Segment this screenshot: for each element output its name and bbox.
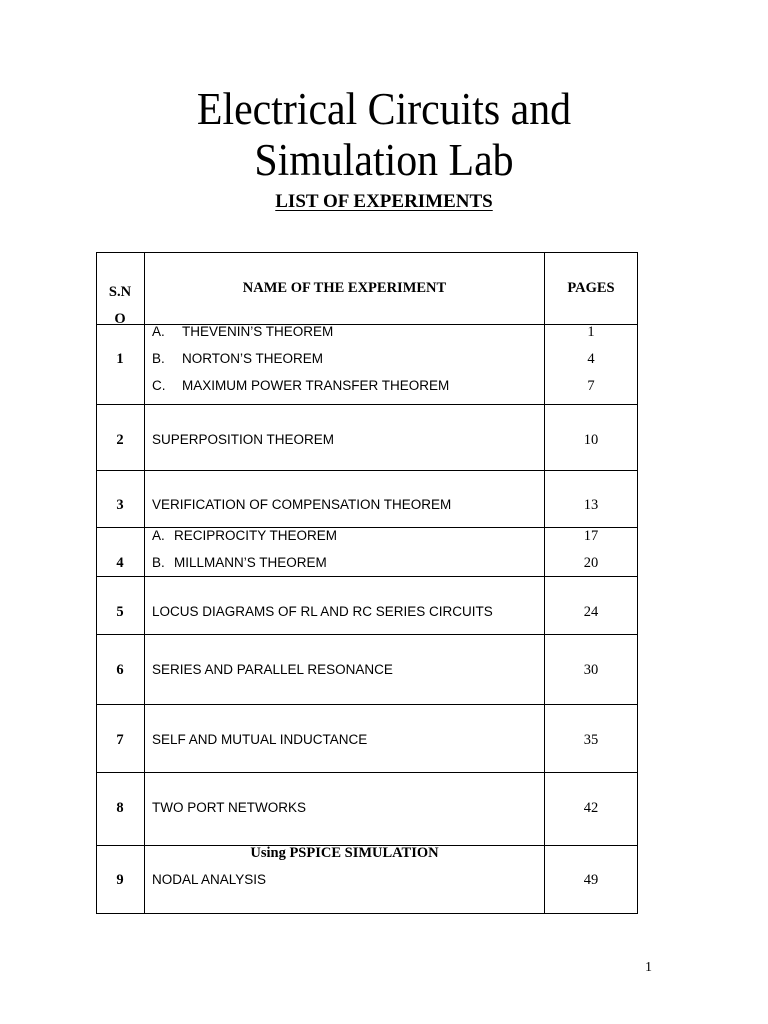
row-8-sno: 8: [116, 800, 124, 816]
row-3-sno: 3: [116, 497, 124, 513]
row-divider: [96, 772, 638, 773]
document-subtitle: [0, 190, 768, 214]
row-divider: [96, 404, 638, 405]
row-4-item-a: [152, 527, 337, 545]
row-1-sno: 1: [116, 351, 124, 367]
row-divider: [96, 470, 638, 471]
item-marker: A.: [152, 324, 165, 339]
row-2-name: SUPERPOSITION THEOREM: [152, 432, 335, 447]
row-7-page: 35: [583, 732, 599, 748]
row-5-name: LOCUS DIAGRAMS OF RL AND RC SERIES CIRCUITS: [152, 604, 493, 619]
row-6-name: SERIES AND PARALLEL RESONANCE: [152, 662, 393, 677]
header-pages: PAGES: [567, 280, 615, 296]
title-line-2: Simulation Lab: [254, 135, 514, 185]
row-2-sno: 2: [116, 432, 124, 448]
header-sno-line-2: O: [114, 311, 126, 327]
row-divider: [96, 576, 638, 577]
row-3-name: VERIFICATION OF COMPENSATION THEOREM: [152, 497, 452, 512]
item-text: NORTON’S THEOREM: [182, 351, 324, 366]
row-divider: [96, 634, 638, 635]
page-number: 1: [645, 960, 652, 975]
experiments-table: [96, 252, 638, 914]
column-divider-1: [144, 252, 145, 914]
table-border-bottom: [96, 913, 638, 914]
item-marker: C.: [152, 378, 166, 393]
header-experiment-name: NAME OF THE EXPERIMENT: [242, 280, 447, 296]
row-1-item-b: [152, 350, 323, 368]
table-border-right: [637, 252, 638, 914]
row-8-name: TWO PORT NETWORKS: [152, 800, 307, 815]
title-line-1: Electrical Circuits and: [196, 84, 572, 134]
subtitle-text: LIST OF EXPERIMENTS: [275, 191, 493, 212]
item-marker: A.: [152, 528, 165, 543]
row-4-page-b: 20: [583, 555, 599, 571]
row-9-sno: 9: [116, 872, 124, 888]
row-1-page-c: 7: [587, 378, 595, 394]
row-1-item-a: [152, 323, 333, 341]
item-marker: B.: [152, 555, 165, 570]
row-5-sno: 5: [116, 604, 124, 620]
row-1-page-b: 4: [587, 351, 595, 367]
table-border-top: [96, 252, 638, 253]
row-8-page: 42: [583, 800, 599, 816]
row-4-item-b: [152, 554, 327, 572]
item-text: THEVENIN’S THEOREM: [182, 324, 334, 339]
row-2-page: 10: [583, 432, 599, 448]
row-6-sno: 6: [116, 662, 124, 678]
row-1-item-c: [152, 377, 449, 395]
row-6-page: 30: [583, 662, 599, 678]
row-7-name: SELF AND MUTUAL INDUCTANCE: [152, 732, 368, 747]
row-4-page-a: 17: [583, 528, 599, 544]
header-sno: [96, 279, 144, 333]
row-7-sno: 7: [116, 732, 124, 748]
item-text: MAXIMUM POWER TRANSFER THEOREM: [182, 378, 450, 393]
row-1-page-a: 1: [587, 324, 595, 340]
row-5-page: 24: [583, 604, 599, 620]
item-text: RECIPROCITY THEOREM: [174, 528, 338, 543]
item-marker: B.: [152, 351, 165, 366]
row-3-page: 13: [583, 497, 599, 513]
row-divider: [96, 704, 638, 705]
document-title: [27, 84, 741, 186]
header-sno-line-1: S.N: [108, 284, 132, 300]
row-4-sno: 4: [116, 555, 124, 571]
row-9-page: 49: [583, 872, 599, 888]
row-9-section-heading: Using PSPICE SIMULATION: [250, 845, 439, 861]
row-9-name: NODAL ANALYSIS: [152, 872, 267, 887]
item-text: MILLMANN’S THEOREM: [174, 555, 327, 570]
